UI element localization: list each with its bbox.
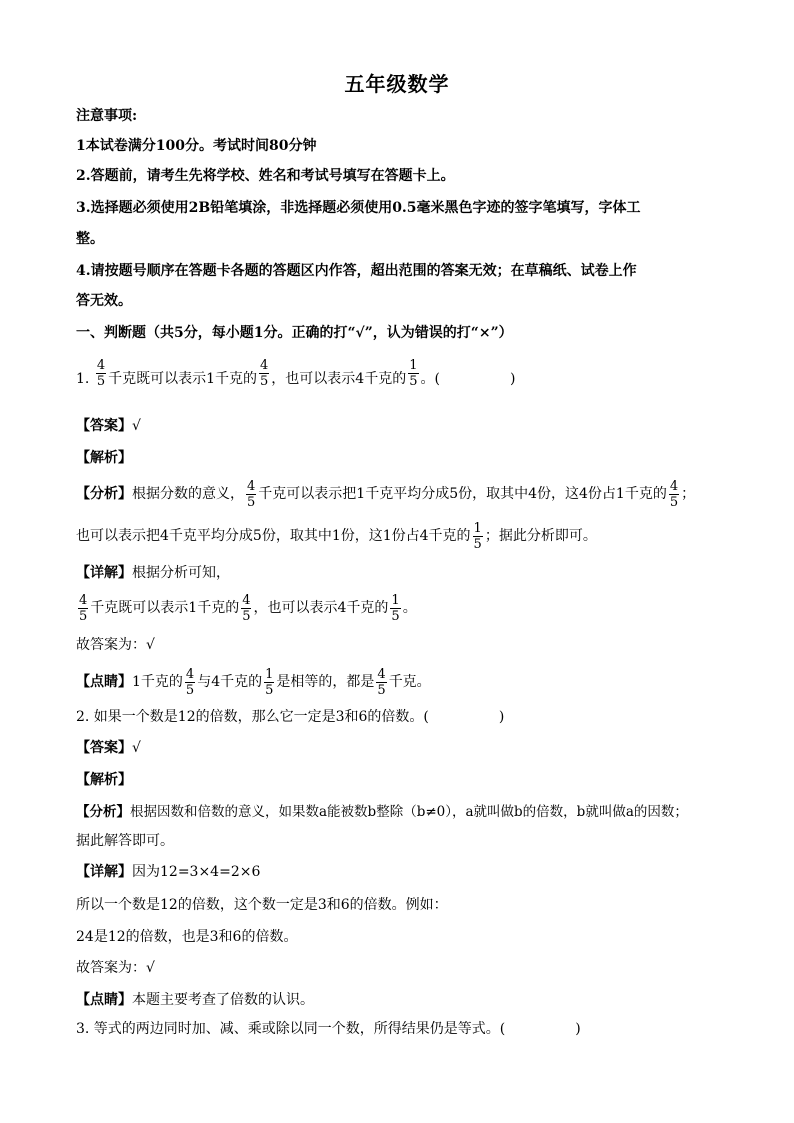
- fraction-1-5: $\frac{1}{5}$: [473, 520, 482, 552]
- fraction-4-5: $\frac{4}{5}$: [247, 478, 256, 510]
- fraction-4-5: $\frac{4}{5}$: [185, 666, 195, 698]
- page-title: 五年级数学: [344, 72, 450, 96]
- fraction-1-5: $\frac{1}{5}$: [409, 358, 418, 389]
- notice-item-3-cont: 整。: [76, 231, 104, 247]
- notice-heading: 注意事项:: [76, 108, 138, 124]
- q2-fenxi-cont: 据此解答即可。: [76, 833, 174, 849]
- fraction-4-5: $\frac{4}{5}$: [260, 358, 269, 389]
- q2-dianjing: 【点睛】本题主要考查了倍数的认识。: [76, 992, 314, 1008]
- q2-answer: 【答案】√: [76, 740, 141, 756]
- q1-dianjing: 【点睛】1千克的 $\frac{4}{5}$ 与4千克的 $\frac{1}{5}$ 是相等的，都是 $\frac{4}{5}$ 千克。: [76, 666, 431, 698]
- section-heading: 一、判断题（共5分，每小题1分。正确的打“√”，认为错误的打“×”）: [76, 325, 513, 341]
- question-2: 2. 如果一个数是12的倍数，那么它一定是3和6的倍数。( ): [76, 709, 505, 725]
- q2-fenxi: 【分析】根据因数和倍数的意义，如果数a能被数b整除（b≠0），a就叫做b的倍数，b就叫做a的因数；: [76, 804, 688, 820]
- question-3: 3. 等式的两边同时加、减、乘或除以同一个数，所得结果仍是等式。( ): [76, 1021, 581, 1037]
- q1-detail: 【详解】根据分析可知，: [76, 565, 230, 581]
- q2-detail-line-2: 所以一个数是12的倍数，这个数一定是3和6的倍数。例如：: [76, 897, 448, 913]
- fraction-1-5: $\frac{1}{5}$: [265, 666, 274, 698]
- q2-conclusion: 故答案为：√: [76, 960, 155, 976]
- q1-fenxi-cont: 也可以表示把4千克平均分成5份，取其中1份，这1份占4千克的 $\frac{1}{5}$ ；据此分析即可。: [76, 520, 597, 552]
- q2-detail-line-3: 24是12的倍数，也是3和6的倍数。: [76, 929, 298, 945]
- fraction-4-5: $\frac{4}{5}$: [377, 666, 386, 698]
- notice-item-2: 2.答题前，请考生先将学校、姓名和考试号填写在答题卡上。: [76, 168, 455, 184]
- notice-item-1: 1本试卷满分100分。考试时间80分钟: [76, 138, 317, 154]
- q1-answer: 【答案】√: [76, 418, 141, 434]
- q1-detail-line: $\frac{4}{5}$ 千克既可以表示1千克的 $\frac{4}{5}$ ，也可以表示4千克的 $\frac{1}{5}$ 。: [79, 592, 417, 624]
- q2-detail: 【详解】因为12=3×4=2×6: [76, 864, 261, 880]
- fraction-4-5: $\frac{4}{5}$: [669, 478, 679, 510]
- fraction-4-5: $\frac{4}{5}$: [79, 592, 88, 624]
- fraction-1-5: $\frac{1}{5}$: [391, 592, 400, 624]
- notice-item-3: 3.选择题必须使用2B铅笔填涂，非选择题必须使用0.5毫米黑色字迹的签字笔填写，字体工: [76, 200, 641, 216]
- q1-conclusion: 故答案为：√: [76, 637, 155, 653]
- fraction-4-5: $\frac{4}{5}$: [242, 592, 251, 624]
- notice-item-4-cont: 答无效。: [76, 293, 132, 309]
- question-1: 1. $\frac{4}{5}$ 千克既可以表示1千克的 $\frac{4}{5}$ ，也可以表示4千克的 $\frac{1}{5}$ 。( ): [76, 358, 516, 389]
- q2-analysis-tag: 【解析】: [76, 772, 132, 788]
- q1-analysis-tag: 【解析】: [76, 450, 132, 466]
- question-number: 1.: [76, 371, 90, 387]
- notice-item-4: 4.请按题号顺序在答题卡各题的答题区内作答，超出范围的答案无效；在草稿纸、试卷上作: [76, 263, 637, 279]
- q1-fenxi: 【分析】根据分数的意义， $\frac{4}{5}$ 千克可以表示把1千克平均分成5份，取其中4份，这4份占1千克的 $\frac{4}{5}$ ；: [76, 478, 696, 510]
- fraction-4-5: $\frac{4}{5}$: [96, 358, 106, 389]
